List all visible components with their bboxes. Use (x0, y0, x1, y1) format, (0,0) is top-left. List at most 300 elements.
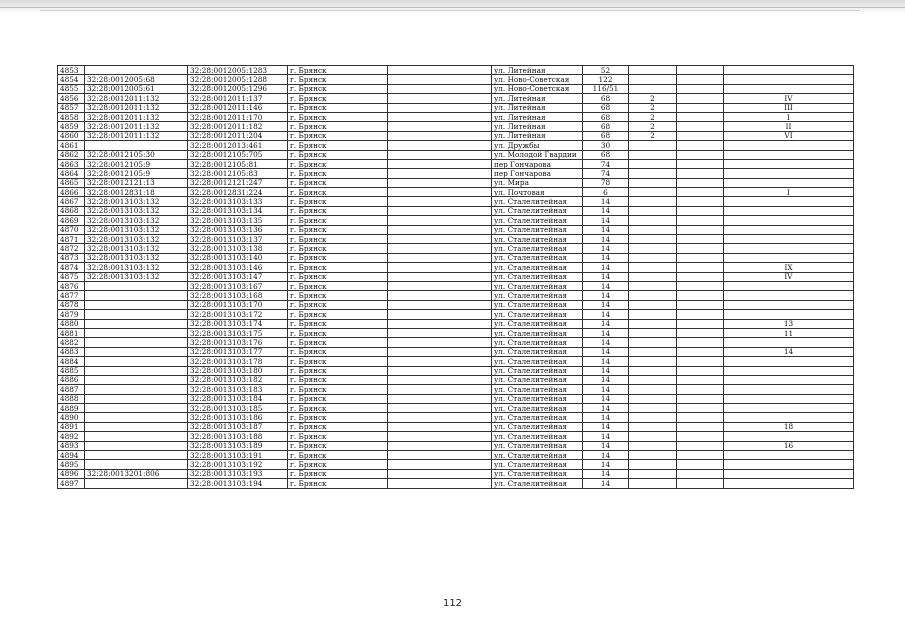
building-cell (629, 385, 677, 394)
land-plot-cadastral-number: 32:28:0012005:68 (85, 75, 188, 84)
house-number-cell: 68 (583, 131, 629, 140)
land-plot-cadastral-number (85, 366, 188, 375)
object-cadastral-number: 32:28:0013103:176 (188, 338, 288, 347)
building-cell (629, 422, 677, 431)
street-cell: ул. Сталелитейная (492, 422, 583, 431)
city-cell: г. Брянск (288, 432, 388, 441)
table-row (58, 347, 854, 356)
house-number-cell: 52 (583, 66, 629, 75)
row-number: 4854 (58, 75, 85, 84)
building-cell (629, 469, 677, 478)
street-cell: ул. Сталелитейная (492, 357, 583, 366)
street-cell: ул. Литейная (492, 131, 583, 140)
floor-cell (677, 404, 724, 413)
row-number: 4883 (58, 347, 85, 356)
house-number-cell: 14 (583, 338, 629, 347)
city-cell: г. Брянск (288, 103, 388, 112)
empty-cell (388, 385, 492, 394)
street-cell: ул. Мира (492, 178, 583, 187)
row-number: 4890 (58, 413, 85, 422)
street-cell: ул. Сталелитейная (492, 404, 583, 413)
street-cell: ул. Сталелитейная (492, 460, 583, 469)
table-row (58, 479, 854, 488)
city-cell: г. Брянск (288, 159, 388, 168)
street-cell: ул. Ново-Советская (492, 84, 583, 93)
land-plot-cadastral-number: 32:28:0012005:61 (85, 84, 188, 93)
city-cell: г. Брянск (288, 66, 388, 75)
object-cadastral-number: 32:28:0013103:135 (188, 216, 288, 225)
house-number-cell: 14 (583, 197, 629, 206)
floor-cell (677, 422, 724, 431)
city-cell: г. Брянск (288, 169, 388, 178)
row-number: 4863 (58, 159, 85, 168)
row-number: 4881 (58, 328, 85, 337)
empty-cell (388, 479, 492, 488)
empty-cell (388, 263, 492, 272)
floor-cell (677, 141, 724, 150)
building-cell (629, 432, 677, 441)
house-number-cell: 14 (583, 291, 629, 300)
floor-cell (677, 75, 724, 84)
table-row (58, 394, 854, 403)
object-cadastral-number: 32:28:0013103:147 (188, 272, 288, 281)
empty-cell (388, 432, 492, 441)
building-cell (629, 272, 677, 281)
unit-cell (724, 375, 854, 384)
city-cell: г. Брянск (288, 84, 388, 93)
empty-cell (388, 225, 492, 234)
street-cell: ул. Сталелитейная (492, 291, 583, 300)
floor-cell (677, 291, 724, 300)
empty-cell (388, 103, 492, 112)
empty-cell (388, 235, 492, 244)
table-row (58, 131, 854, 140)
row-number: 4864 (58, 169, 85, 178)
house-number-cell: 14 (583, 357, 629, 366)
city-cell: г. Брянск (288, 469, 388, 478)
row-number: 4861 (58, 141, 85, 150)
unit-cell (724, 197, 854, 206)
land-plot-cadastral-number: 32:28:0012121:13 (85, 178, 188, 187)
unit-cell (724, 469, 854, 478)
unit-cell (724, 84, 854, 93)
row-number: 4856 (58, 94, 85, 103)
empty-cell (388, 319, 492, 328)
object-cadastral-number: 32:28:0013103:168 (188, 291, 288, 300)
city-cell: г. Брянск (288, 394, 388, 403)
object-cadastral-number: 32:28:0013103:134 (188, 206, 288, 215)
unit-cell (724, 178, 854, 187)
land-plot-cadastral-number: 32:28:0012105:9 (85, 159, 188, 168)
empty-cell (388, 216, 492, 225)
unit-cell: IV (724, 272, 854, 281)
street-cell: ул. Сталелитейная (492, 216, 583, 225)
row-number: 4875 (58, 272, 85, 281)
land-plot-cadastral-number: 32:28:0013103:132 (85, 225, 188, 234)
unit-cell: VI (724, 131, 854, 140)
land-plot-cadastral-number: 32:28:0013103:132 (85, 253, 188, 262)
land-plot-cadastral-number (85, 432, 188, 441)
unit-cell (724, 150, 854, 159)
object-cadastral-number: 32:28:0013103:170 (188, 300, 288, 309)
unit-cell: IV (724, 94, 854, 103)
floor-cell (677, 235, 724, 244)
row-number: 4892 (58, 432, 85, 441)
unit-cell: II (724, 122, 854, 131)
street-cell: ул. Сталелитейная (492, 413, 583, 422)
land-plot-cadastral-number (85, 291, 188, 300)
building-cell (629, 216, 677, 225)
house-number-cell: 14 (583, 460, 629, 469)
land-plot-cadastral-number: 32:28:0012105:30 (85, 150, 188, 159)
land-plot-cadastral-number: 32:28:0013103:132 (85, 244, 188, 253)
city-cell: г. Брянск (288, 272, 388, 281)
floor-cell (677, 94, 724, 103)
house-number-cell: 14 (583, 216, 629, 225)
land-plot-cadastral-number (85, 310, 188, 319)
unit-cell (724, 366, 854, 375)
city-cell: г. Брянск (288, 216, 388, 225)
floor-cell (677, 84, 724, 93)
floor-cell (677, 385, 724, 394)
row-number: 4897 (58, 479, 85, 488)
floor-cell (677, 338, 724, 347)
empty-cell (388, 413, 492, 422)
floor-cell (677, 263, 724, 272)
unit-cell (724, 300, 854, 309)
table-row (58, 216, 854, 225)
scan-streak (0, 7, 905, 8)
city-cell: г. Брянск (288, 141, 388, 150)
building-cell (629, 66, 677, 75)
building-cell (629, 328, 677, 337)
row-number: 4867 (58, 197, 85, 206)
table-row (58, 451, 854, 460)
street-cell: ул. Сталелитейная (492, 206, 583, 215)
row-number: 4860 (58, 131, 85, 140)
street-cell: ул. Литейная (492, 66, 583, 75)
land-plot-cadastral-number (85, 375, 188, 384)
row-number: 4880 (58, 319, 85, 328)
street-cell: ул. Сталелитейная (492, 272, 583, 281)
street-cell: ул. Сталелитейная (492, 451, 583, 460)
row-number: 4885 (58, 366, 85, 375)
empty-cell (388, 460, 492, 469)
unit-cell: III (724, 103, 854, 112)
unit-cell (724, 244, 854, 253)
land-plot-cadastral-number: 32:28:0012011:132 (85, 94, 188, 103)
land-plot-cadastral-number (85, 66, 188, 75)
house-number-cell: 14 (583, 404, 629, 413)
object-cadastral-number: 32:28:0012013:461 (188, 141, 288, 150)
object-cadastral-number: 32:28:0013103:136 (188, 225, 288, 234)
land-plot-cadastral-number: 32:28:0012011:132 (85, 112, 188, 121)
table-row (58, 141, 854, 150)
row-number: 4891 (58, 422, 85, 431)
table-row (58, 328, 854, 337)
object-cadastral-number: 32:28:0013103:194 (188, 479, 288, 488)
building-cell (629, 413, 677, 422)
empty-cell (388, 66, 492, 75)
object-cadastral-number: 32:28:0013103:175 (188, 328, 288, 337)
object-cadastral-number: 32:28:0013103:137 (188, 235, 288, 244)
land-plot-cadastral-number (85, 451, 188, 460)
floor-cell (677, 319, 724, 328)
table-row (58, 272, 854, 281)
building-cell (629, 253, 677, 262)
city-cell: г. Брянск (288, 385, 388, 394)
house-number-cell: 14 (583, 469, 629, 478)
building-cell: 2 (629, 122, 677, 131)
row-number: 4870 (58, 225, 85, 234)
building-cell (629, 347, 677, 356)
house-number-cell: 78 (583, 178, 629, 187)
unit-cell (724, 404, 854, 413)
object-cadastral-number: 32:28:0013103:191 (188, 451, 288, 460)
building-cell: 2 (629, 131, 677, 140)
row-number: 4894 (58, 451, 85, 460)
object-cadastral-number: 32:28:0013103:188 (188, 432, 288, 441)
floor-cell (677, 178, 724, 187)
row-number: 4888 (58, 394, 85, 403)
street-cell: ул. Сталелитейная (492, 441, 583, 450)
city-cell: г. Брянск (288, 206, 388, 215)
house-number-cell: 116/51 (583, 84, 629, 93)
empty-cell (388, 141, 492, 150)
unit-cell (724, 338, 854, 347)
house-number-cell: 6 (583, 188, 629, 197)
house-number-cell: 14 (583, 328, 629, 337)
house-number-cell: 14 (583, 347, 629, 356)
table-row (58, 188, 854, 197)
object-cadastral-number: 32:28:0013103:184 (188, 394, 288, 403)
house-number-cell: 68 (583, 94, 629, 103)
floor-cell (677, 66, 724, 75)
empty-cell (388, 357, 492, 366)
floor-cell (677, 357, 724, 366)
page-number: 112 (442, 598, 463, 609)
floor-cell (677, 328, 724, 337)
building-cell (629, 375, 677, 384)
house-number-cell: 14 (583, 300, 629, 309)
unit-cell (724, 460, 854, 469)
house-number-cell: 122 (583, 75, 629, 84)
building-cell (629, 404, 677, 413)
property-register-table (57, 65, 854, 489)
table-row (58, 178, 854, 187)
street-cell: ул. Сталелитейная (492, 375, 583, 384)
city-cell: г. Брянск (288, 460, 388, 469)
street-cell: ул. Сталелитейная (492, 263, 583, 272)
street-cell: ул. Сталелитейная (492, 432, 583, 441)
street-cell: ул. Сталелитейная (492, 197, 583, 206)
city-cell: г. Брянск (288, 112, 388, 121)
unit-cell (724, 66, 854, 75)
empty-cell (388, 375, 492, 384)
object-cadastral-number: 32:28:0013103:192 (188, 460, 288, 469)
land-plot-cadastral-number (85, 413, 188, 422)
building-cell (629, 244, 677, 253)
object-cadastral-number: 32:28:0013103:172 (188, 310, 288, 319)
floor-cell (677, 169, 724, 178)
object-cadastral-number: 32:28:0012005:1296 (188, 84, 288, 93)
building-cell (629, 281, 677, 290)
building-cell (629, 263, 677, 272)
floor-cell (677, 131, 724, 140)
table-row (58, 422, 854, 431)
table-row (58, 225, 854, 234)
object-cadastral-number: 32:28:0012005:1288 (188, 75, 288, 84)
city-cell: г. Брянск (288, 375, 388, 384)
unit-cell: I (724, 112, 854, 121)
land-plot-cadastral-number (85, 460, 188, 469)
floor-cell (677, 300, 724, 309)
unit-cell (724, 75, 854, 84)
building-cell (629, 178, 677, 187)
table-row (58, 357, 854, 366)
empty-cell (388, 159, 492, 168)
scan-streak (40, 10, 860, 11)
table-row (58, 197, 854, 206)
street-cell: ул. Сталелитейная (492, 319, 583, 328)
table-row (58, 112, 854, 121)
house-number-cell: 14 (583, 263, 629, 272)
unit-cell (724, 253, 854, 262)
unit-cell (724, 385, 854, 394)
empty-cell (388, 150, 492, 159)
city-cell: г. Брянск (288, 404, 388, 413)
building-cell: 2 (629, 94, 677, 103)
empty-cell (388, 253, 492, 262)
floor-cell (677, 112, 724, 121)
table-row (58, 94, 854, 103)
floor-cell (677, 366, 724, 375)
street-cell: ул. Сталелитейная (492, 469, 583, 478)
street-cell: ул. Сталелитейная (492, 281, 583, 290)
object-cadastral-number: 32:28:0013103:193 (188, 469, 288, 478)
city-cell: г. Брянск (288, 235, 388, 244)
building-cell (629, 479, 677, 488)
house-number-cell: 14 (583, 310, 629, 319)
unit-cell (724, 394, 854, 403)
floor-cell (677, 281, 724, 290)
city-cell: г. Брянск (288, 188, 388, 197)
land-plot-cadastral-number: 32:28:0012011:132 (85, 122, 188, 131)
row-number: 4871 (58, 235, 85, 244)
city-cell: г. Брянск (288, 244, 388, 253)
house-number-cell: 14 (583, 432, 629, 441)
unit-cell (724, 451, 854, 460)
object-cadastral-number: 32:28:0013103:133 (188, 197, 288, 206)
object-cadastral-number: 32:28:0012105:81 (188, 159, 288, 168)
unit-cell (724, 235, 854, 244)
house-number-cell: 14 (583, 253, 629, 262)
unit-cell (724, 281, 854, 290)
object-cadastral-number: 32:28:0012011:204 (188, 131, 288, 140)
object-cadastral-number: 32:28:0013103:182 (188, 375, 288, 384)
unit-cell (724, 310, 854, 319)
house-number-cell: 14 (583, 375, 629, 384)
floor-cell (677, 394, 724, 403)
row-number: 4865 (58, 178, 85, 187)
unit-cell (724, 141, 854, 150)
table-row (58, 300, 854, 309)
empty-cell (388, 122, 492, 131)
street-cell: ул. Сталелитейная (492, 244, 583, 253)
unit-cell (724, 169, 854, 178)
empty-cell (388, 441, 492, 450)
unit-cell (724, 225, 854, 234)
empty-cell (388, 469, 492, 478)
house-number-cell: 14 (583, 235, 629, 244)
empty-cell (388, 394, 492, 403)
house-number-cell: 14 (583, 441, 629, 450)
object-cadastral-number: 32:28:0012011:137 (188, 94, 288, 103)
street-cell: пер Гончарова (492, 159, 583, 168)
city-cell: г. Брянск (288, 122, 388, 131)
object-cadastral-number: 32:28:0013103:180 (188, 366, 288, 375)
city-cell: г. Брянск (288, 300, 388, 309)
land-plot-cadastral-number (85, 385, 188, 394)
floor-cell (677, 375, 724, 384)
empty-cell (388, 188, 492, 197)
building-cell (629, 206, 677, 215)
building-cell (629, 338, 677, 347)
street-cell: ул. Сталелитейная (492, 225, 583, 234)
row-number: 4873 (58, 253, 85, 262)
empty-cell (388, 169, 492, 178)
building-cell (629, 441, 677, 450)
object-cadastral-number: 32:28:0012831:224 (188, 188, 288, 197)
empty-cell (388, 75, 492, 84)
unit-cell (724, 206, 854, 215)
land-plot-cadastral-number: 32:28:0012105:9 (85, 169, 188, 178)
building-cell (629, 460, 677, 469)
row-number: 4857 (58, 103, 85, 112)
table-row (58, 253, 854, 262)
city-cell: г. Брянск (288, 263, 388, 272)
object-cadastral-number: 32:28:0012011:182 (188, 122, 288, 131)
floor-cell (677, 347, 724, 356)
empty-cell (388, 422, 492, 431)
row-number: 4862 (58, 150, 85, 159)
empty-cell (388, 94, 492, 103)
land-plot-cadastral-number: 32:28:0012011:132 (85, 131, 188, 140)
floor-cell (677, 150, 724, 159)
street-cell: ул. Сталелитейная (492, 347, 583, 356)
unit-cell (724, 159, 854, 168)
city-cell: г. Брянск (288, 281, 388, 290)
street-cell: ул. Сталелитейная (492, 366, 583, 375)
city-cell: г. Брянск (288, 328, 388, 337)
building-cell (629, 394, 677, 403)
unit-cell: 11 (724, 328, 854, 337)
street-cell: ул. Сталелитейная (492, 479, 583, 488)
row-number: 4855 (58, 84, 85, 93)
table-row (58, 375, 854, 384)
floor-cell (677, 216, 724, 225)
table-row (58, 206, 854, 215)
street-cell: ул. Сталелитейная (492, 385, 583, 394)
building-cell: 2 (629, 112, 677, 121)
object-cadastral-number: 32:28:0013103:167 (188, 281, 288, 290)
empty-cell (388, 112, 492, 121)
table-row (58, 413, 854, 422)
land-plot-cadastral-number: 32:28:0013103:132 (85, 263, 188, 272)
building-cell (629, 291, 677, 300)
city-cell: г. Брянск (288, 413, 388, 422)
floor-cell (677, 441, 724, 450)
